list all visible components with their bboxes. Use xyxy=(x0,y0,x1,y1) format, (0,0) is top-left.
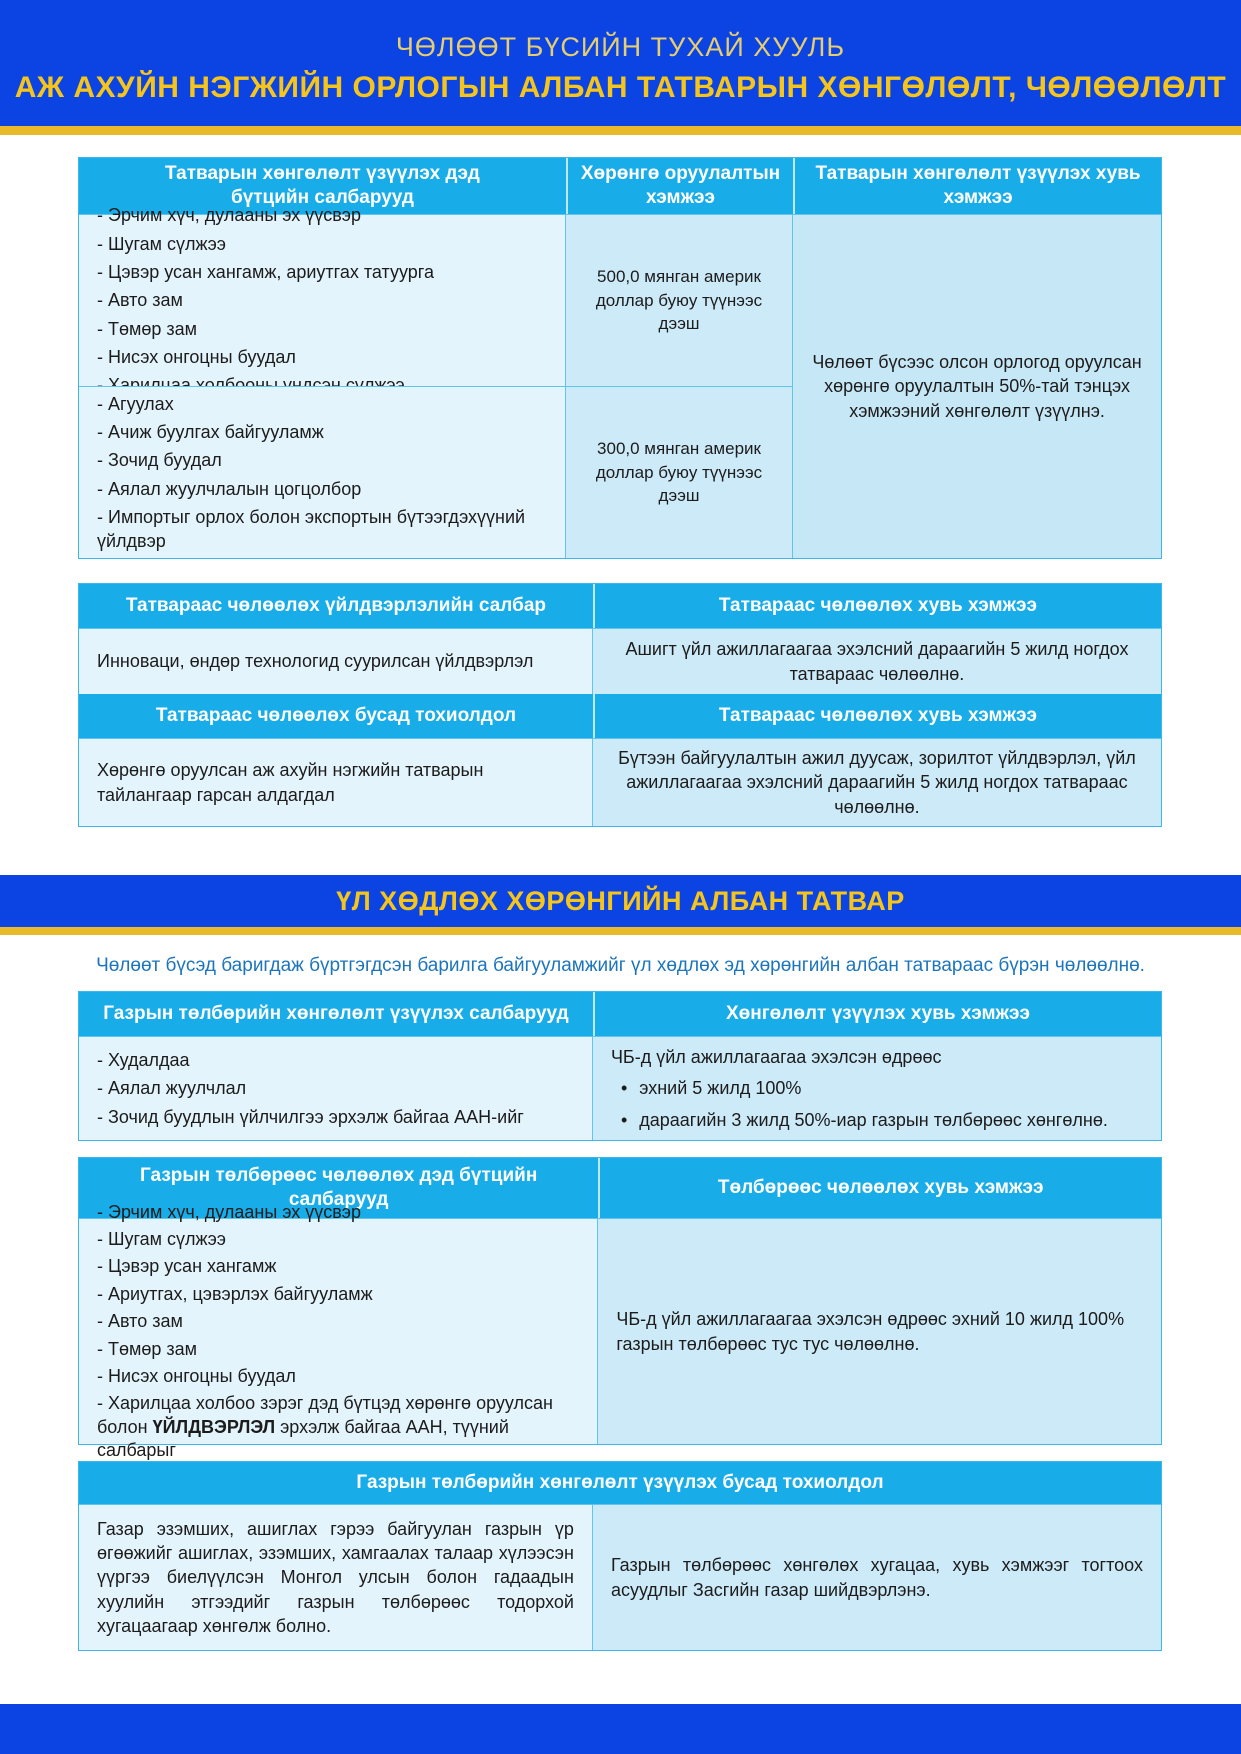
exemption-header-sector: Татвараас чөлөөлөх үйлдвэрлэлийн салбар xyxy=(79,584,593,628)
land-relief-header-rate: Хөнгөлөлт үзүүлэх хувь хэмжээ xyxy=(593,992,1161,1036)
sector-item: - Төмөр зам xyxy=(97,1338,579,1361)
exemption-other-header-case: Татвараас чөлөөлөх бусад тохиолдол xyxy=(79,694,593,738)
sector-item: - Эрчим хүч, дулааны эх үүсвэр xyxy=(97,1201,579,1224)
bold-production-label: ҮЙЛДВЭРЛЭЛ xyxy=(152,1416,276,1437)
sector-item: - Авто зам xyxy=(97,288,547,312)
sector-item: - Цэвэр усан хангамж xyxy=(97,1255,579,1278)
land-fee-content xyxy=(78,991,1162,1651)
land-exemption-header-rate: Төлбөрөөс чөлөөлөх хувь хэмжээ xyxy=(598,1158,1161,1218)
tax-relief-merged-cell: Чөлөөт бүсээс олсон орлогод оруулсан хөрөнгө оруулалтын 50%-тай тэнцэх хэмжээний хөнгөлөлт үзүүлнэ. xyxy=(793,214,1161,558)
exemption-header-rate: Татвараас чөлөөлөх хувь хэмжээ xyxy=(593,584,1161,628)
exemption-table xyxy=(78,583,1162,827)
bullet-text: • эхний 5 жилд 100% xyxy=(639,1078,802,1099)
exemption-sector-cell: Инноваци, өндөр технологид суурилсан үйлдвэрлэл xyxy=(79,628,593,694)
terms-intro: ЧБ-д үйл ажиллагаагаа эхэлсэн өдрөөс xyxy=(610,1047,942,1068)
sector-item: - Аялал жуулчлалын цогцолбор xyxy=(97,477,547,501)
sector-item: - Агуулах xyxy=(97,392,547,416)
bullet-text: • дараагийн 3 жилд 50%-иар газрын төлбөрөөс хөнгөлнө. xyxy=(639,1109,1108,1130)
sector-item: - Төмөр зам xyxy=(97,317,547,341)
sector-item-production: - Харилцаа холбоо зэрэг дэд бүтцэд хөрөнгө оруулсан болон ҮЙЛДВЭРЛЭЛ эрхэлж байгаа ААН, түүний салбарыг xyxy=(97,1392,579,1462)
land-relief-terms-cell xyxy=(593,1036,1161,1140)
column-header-relief: Татварын хөнгөлөлт үзүүлэх хувь хэмжээ xyxy=(793,158,1161,214)
income-tax-table xyxy=(78,157,1162,559)
sector-item: - Ариутгах, цэвэрлэх байгууламж xyxy=(97,1283,579,1306)
law-supertitle: ЧӨЛӨӨТ БҮСИЙН ТУХАЙ ХУУЛЬ xyxy=(395,31,846,62)
content-area xyxy=(78,157,1162,827)
sector-item: - Нисэх онгоцны буудал xyxy=(97,1365,579,1388)
land-other-decision-cell: Газрын төлбөрөөс хөнгөлөх хугацаа, хувь хэмжээг тогтоох асуудлыг Засгийн газар шийдвэрлэнэ. xyxy=(593,1504,1161,1650)
land-relief-header-sectors: Газрын төлбөрийн хөнгөлөлт үзүүлэх салбарууд xyxy=(79,992,593,1036)
sector-item: - Зочид буудал xyxy=(97,448,547,472)
investment-amount-row2: 300,0 мянган америк доллар буюу түүнээс дээш xyxy=(566,386,793,558)
sector-item: - Нисэх онгоцны буудал xyxy=(97,345,547,369)
sector-item: - Аялал жуулчлал xyxy=(97,1076,574,1100)
sector-item: - Авто зам xyxy=(97,1310,579,1333)
sector-item: - Зочид буудлын үйлчилгээ эрхэлж байгаа ААН-ийг xyxy=(97,1105,574,1129)
land-fee-other-table xyxy=(78,1461,1162,1651)
exemption-other-header-rate: Татвараас чөлөөлөх хувь хэмжээ xyxy=(593,694,1161,738)
property-gold-strip xyxy=(0,927,1241,935)
land-exemption-header-sectors: Газрын төлбөрөөс чөлөөлөх дэд бүтцийн салбарууд xyxy=(79,1158,598,1218)
investment-amount-row1: 500,0 мянган америк доллар буюу түүнээс дээш xyxy=(566,214,793,386)
footer-band xyxy=(0,1704,1241,1754)
column-header-investment: Хөрөнгө оруулалтын хэмжээ xyxy=(566,158,793,214)
sector-item: - Шугам сүлжээ xyxy=(97,232,547,256)
land-fee-relief-table xyxy=(78,991,1162,1141)
sector-item: - Эрчим хүч, дулааны эх үүсвэр xyxy=(97,203,547,227)
sector-item: - Шугам сүлжээ xyxy=(97,1228,579,1251)
page-header xyxy=(0,0,1241,126)
exemption-other-rate-cell: Бүтээн байгуулалтын ажил дуусаж, зорилтот үйлдвэрлэл, үйл ажиллагаагаа эхэлсний дараагийн 5 жилд ногдох татвараас чөлөөлнө. xyxy=(593,738,1161,826)
land-exemption-sector-list xyxy=(79,1201,598,1461)
land-fee-exemption-table xyxy=(78,1157,1162,1461)
property-tax-note: Чөлөөт бүсэд баригдаж бүртгэгдсэн барилга байгууламжийг үл хөдлөх эд хөрөнгийн албан татвараас бүрэн чөлөөлнө. xyxy=(96,955,1145,976)
land-exemption-terms-cell: ЧБ-д үйл ажиллагаагаа эхэлсэн өдрөөс эхний 10 жилд 100% газрын төлбөрөөс тус тус чөлөөлнө. xyxy=(598,1218,1161,1444)
land-relief-sector-list xyxy=(79,1036,593,1140)
column-header-sectors: Татварын хөнгөлөлт үзүүлэх дэд бүтцийн салбарууд xyxy=(79,158,566,214)
land-other-header: Газрын төлбөрийн хөнгөлөлт үзүүлэх бусад тохиолдол xyxy=(79,1462,1161,1504)
sector-item: - Импортыг орлох болон экспортын бүтээгдэхүүний үйлдвэр xyxy=(97,505,547,554)
bullet-item xyxy=(611,1108,1143,1132)
bullet-item xyxy=(611,1076,1143,1100)
property-tax-title: ҮЛ ХӨДЛӨХ ХӨРӨНГИЙН АЛБАН ТАТВАР xyxy=(336,885,905,916)
exemption-rate-cell: Ашигт үйл ажиллагаагаа эхэлсний дараагийн 5 жилд ногдох татвараас чөлөөлнө. xyxy=(593,628,1161,694)
sector-list-row1 xyxy=(79,205,566,386)
exemption-other-case-cell: Хөрөнгө оруулсан аж ахуйн нэгжийн татварын тайлангаар гарсан алдагдал xyxy=(79,738,593,826)
property-tax-band xyxy=(0,875,1241,927)
sector-item: - Худалдаа xyxy=(97,1048,574,1072)
sector-item: - Ачиж буулгах байгууламж xyxy=(97,420,547,444)
land-other-case-cell: Газар эзэмших, ашиглах гэрээ байгуулан газрын үр өгөөжийг ашиглах, эзэмших, хамгаалах талаар хүлээсэн үүргээ биелүүлсэн Монгол улсын болон гадаадын хуулийн этгээдийг газрын төлбөрөөс тодорхой хугацаагаар хөнгөлж болно. xyxy=(79,1504,593,1650)
sector-list-row2 xyxy=(79,386,566,558)
sector-item: - Цэвэр усан хангамж, ариутгах татуурга xyxy=(97,260,547,284)
header-gold-strip xyxy=(0,126,1241,135)
page-title: АЖ АХУЙН НЭГЖИЙН ОРЛОГЫН АЛБАН ТАТВАРЫН ХӨНГӨЛӨЛТ, ЧӨЛӨӨЛӨЛТ xyxy=(14,70,1227,104)
